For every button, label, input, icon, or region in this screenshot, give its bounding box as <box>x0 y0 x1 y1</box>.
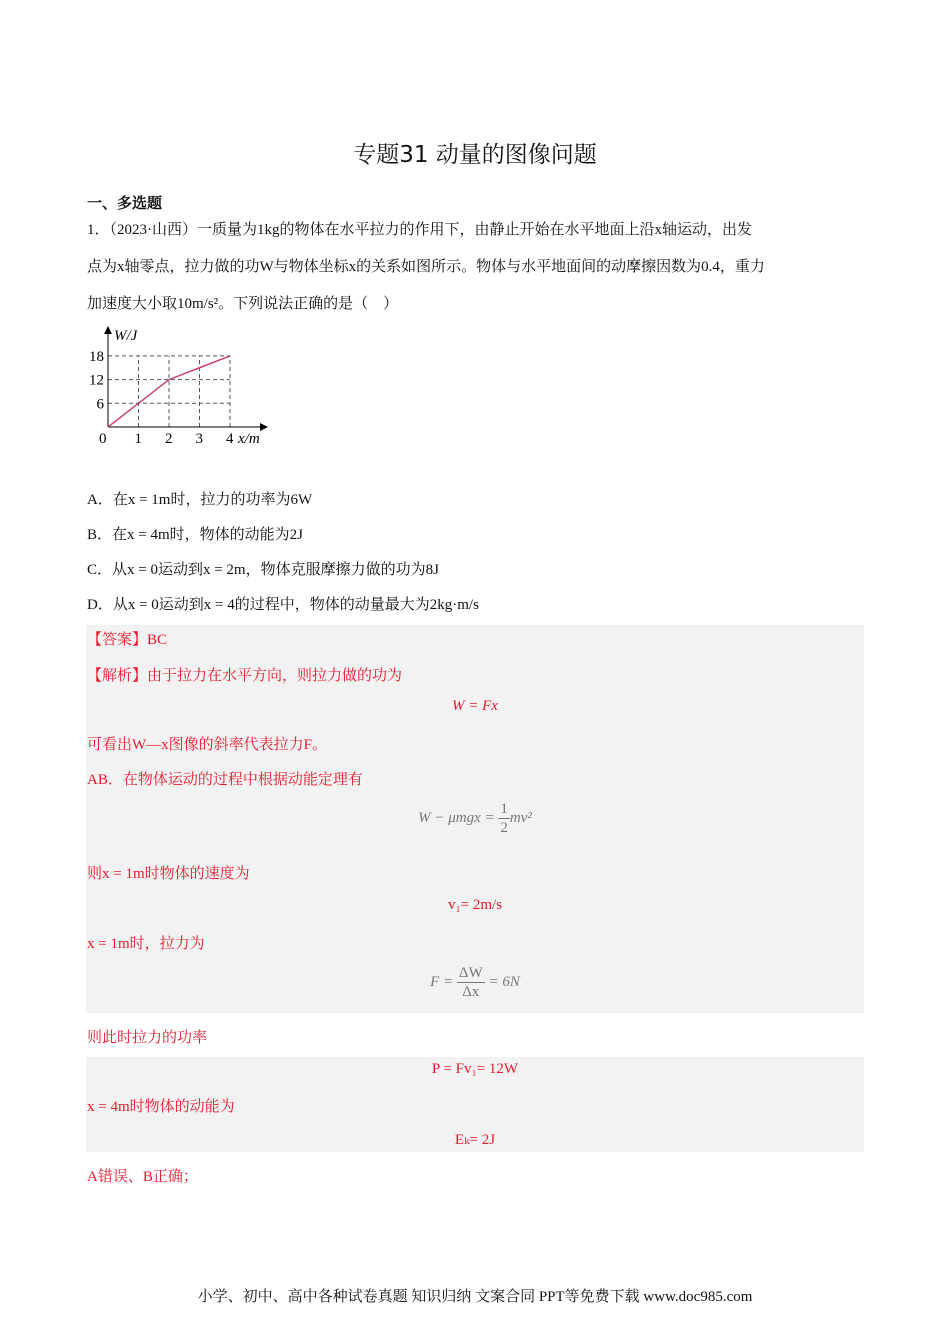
numerator: ΔW <box>458 965 483 981</box>
x-tick-label: 2 <box>165 431 173 447</box>
analysis-text: 可看出W—x图像的斜率代表拉力F。 <box>87 737 328 753</box>
equation-force <box>86 964 864 1001</box>
analysis-text: x = 4m时物体的动能为 <box>87 1099 235 1115</box>
option-D: D．从x = 0运动到x = 4的过程中，物体的动量最大为2kg·m/s <box>87 597 479 613</box>
equation: v₁= 2m/s <box>447 897 503 913</box>
footer: 小学、初中、高中各种试卷真题 知识归纳 文案合同 PPT等免费下载 www.doc985.com <box>197 1289 753 1305</box>
analysis-text: AB．在物体运动的过程中根据动能定理有 <box>87 772 363 788</box>
y-axis-arrow <box>104 326 112 334</box>
y-tick-label: 12 <box>89 372 104 389</box>
x-axis-label: x/m <box>238 431 260 447</box>
question-text: 1．（2023·山西）一质量为1kg的物体在水平拉力的作用下，由静止开始在水平地面上沿x轴运动，出发 <box>87 222 752 238</box>
analysis-text: 则此时拉力的功率 <box>87 1030 208 1046</box>
analysis-text: x = 1m时，拉力为 <box>87 936 205 952</box>
denominator: Δx <box>462 984 480 1000</box>
analysis-text: 【解析】由于拉力在水平方向，则拉力做的功为 <box>87 668 403 684</box>
option-A: A．在x = 1m时，拉力的功率为6W <box>87 492 313 508</box>
x-tick-label: 0 <box>99 431 107 447</box>
equation-kinetic-energy <box>86 800 864 837</box>
y-tick-label: 18 <box>89 348 104 365</box>
equation: W = Fx <box>452 698 498 714</box>
x-tick-label: 3 <box>195 431 203 447</box>
x-axis-arrow <box>260 423 268 431</box>
answer: 【答案】BC <box>87 632 168 648</box>
section-heading: 一、多选题 <box>87 194 163 212</box>
equation-part: F = <box>430 973 457 990</box>
y-axis-label: W/J <box>114 328 138 344</box>
equation: P = Fv₁= 12W <box>431 1061 519 1077</box>
page-title: 专题31 动量的图像问题 <box>353 142 597 168</box>
option-C: C．从x = 0运动到x = 2m，物体克服摩擦力做的功为8J <box>87 562 439 578</box>
x-tick-label: 4 <box>226 431 234 447</box>
equation-part: mv² <box>509 809 532 826</box>
question-text: 加速度大小取10m/s²。下列说法正确的是（ ） <box>87 296 399 312</box>
numerator: 1 <box>500 801 508 817</box>
equation: Eₖ= 2J <box>454 1132 496 1148</box>
question-text: 点为x轴零点，拉力做的功W与物体坐标x的关系如图所示。物体与水平地面间的动摩擦因数为0.4，重力 <box>87 259 765 275</box>
option-B: B．在x = 4m时，物体的动能为2J <box>87 527 303 543</box>
y-tick-label: 6 <box>96 396 104 413</box>
work-displacement-chart <box>85 320 280 450</box>
equation-part: W − μmgx = <box>418 809 499 826</box>
x-tick-label: 1 <box>134 431 142 447</box>
denominator: 2 <box>500 820 508 836</box>
analysis-text: 则x = 1m时物体的速度为 <box>87 866 250 882</box>
analysis-text: A错误、B正确； <box>87 1169 198 1185</box>
equation-part: = 6N <box>484 973 520 990</box>
